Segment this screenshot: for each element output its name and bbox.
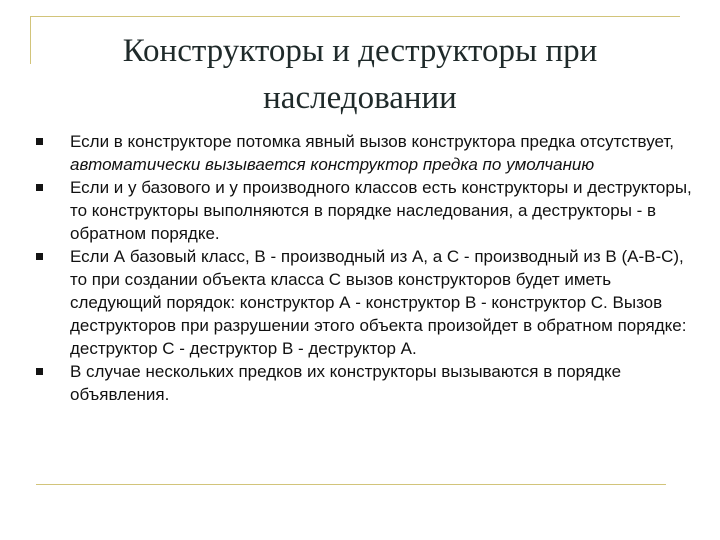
bullet-4-text: В случае нескольких предков их конструкторы вызываются в порядке объявления. — [70, 362, 622, 404]
square-bullet-icon — [36, 368, 43, 375]
bullet-list — [36, 130, 696, 406]
bullet-1-text: Если в конструкторе потомка явный вызов конструктора предка отсутствует, — [70, 132, 675, 151]
bullet-1-italic-text: автоматически вызывается конструктор предка по умолчанию — [70, 155, 595, 174]
top-decorative-rule — [30, 16, 680, 17]
slide-title-line-1: Конструкторы и деструкторы при — [122, 33, 598, 69]
bullet-3-text: Если А базовый класс, В - производный из А, а С - производный из В (А-В-С), то при создании объекта класса С вызов конструкторов будет иметь следующий порядок: конструктор А - конструктор В - конструктор С. Вызов деструкторов при разрушении этого объекта произойдет в обратном порядке: деструктор С - деструктор В - деструктор А. — [70, 247, 687, 358]
slide-title-line-2: наследовании — [263, 80, 457, 116]
square-bullet-icon — [36, 184, 43, 191]
bullet-2-text: Если и у базового и у производного классов есть конструкторы и деструкторы, то конструкторы выполняются в порядке наследования, а деструкторы - в обратном порядке. — [70, 178, 692, 243]
slide-title — [40, 28, 680, 122]
square-bullet-icon — [36, 253, 43, 260]
bullet-item-2 — [36, 176, 696, 245]
left-decorative-rule — [30, 16, 31, 64]
bullet-item-3 — [36, 245, 696, 360]
bottom-decorative-rule — [36, 484, 666, 485]
square-bullet-icon — [36, 138, 43, 145]
bullet-item-1 — [36, 130, 696, 176]
bullet-item-4 — [36, 360, 696, 406]
